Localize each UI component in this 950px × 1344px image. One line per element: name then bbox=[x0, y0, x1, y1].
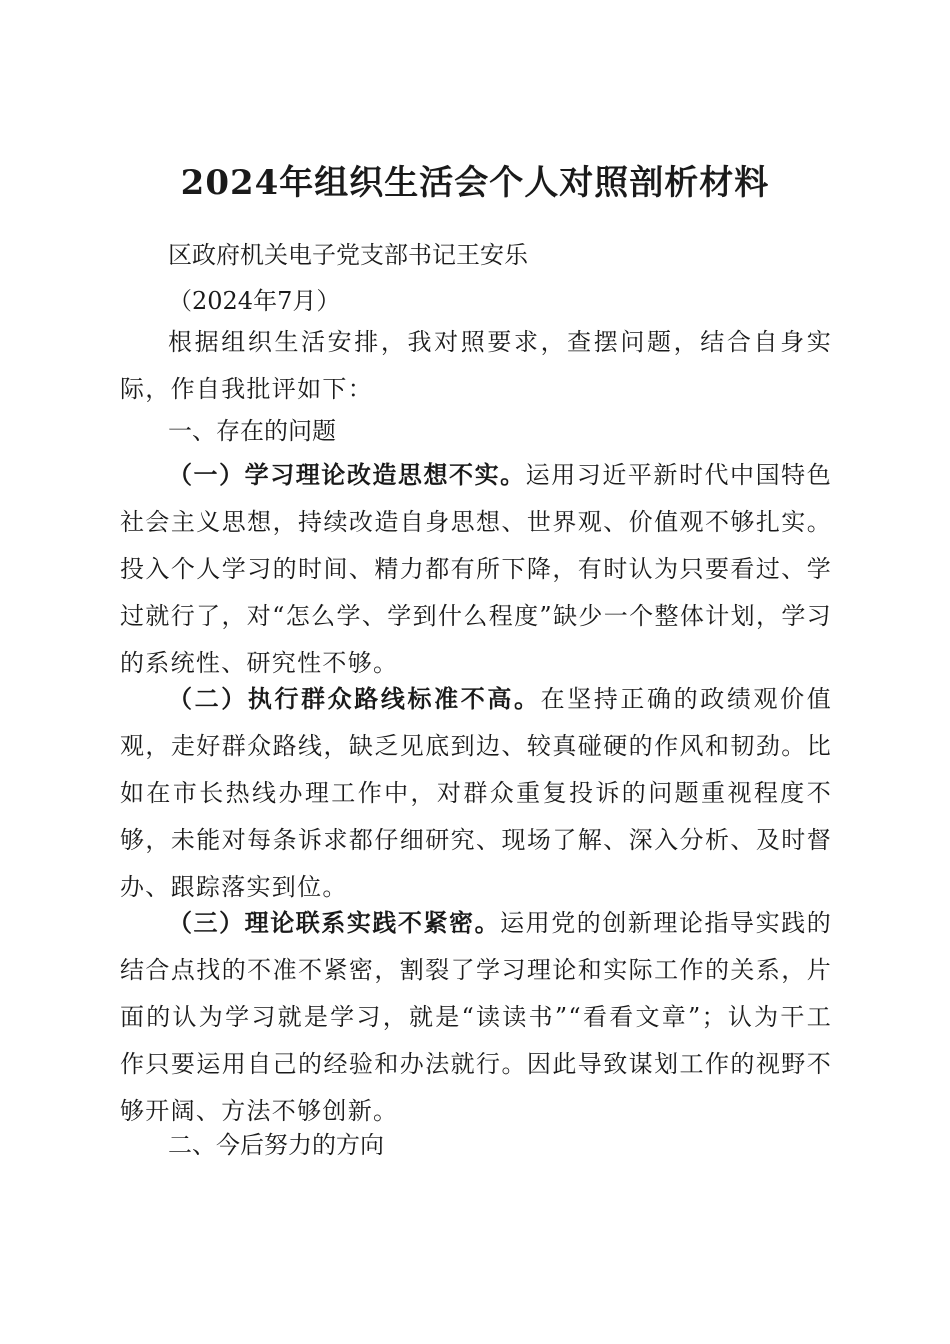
date-line: （2024年7月） bbox=[168, 287, 341, 315]
issue-paragraph-1 bbox=[120, 451, 832, 687]
intro-paragraph: 根据组织生活安排，我对照要求，查摆问题，结合自身实际，作自我批评如下： bbox=[120, 328, 832, 403]
author-line: 区政府机关电子党支部书记王安乐 bbox=[168, 241, 528, 269]
section-heading-direction: 二、今后努力的方向 bbox=[168, 1131, 384, 1159]
issue-lead-1: （一）学习理论改造思想不实。 bbox=[168, 460, 526, 489]
issue-text-3: 运用党的创新理论指导实践的结合点找的不准不紧密，割裂了学习理论和实际工作的关系，片面的认为学习就是学习，就是“读读书”“看看文章”；认为干工作只要运用自己的经验和办法就行。因此导致谋划工作的视野不够开阔、方法不够创新。 bbox=[120, 909, 832, 1125]
issue-paragraph-3 bbox=[120, 899, 832, 1135]
document-title: 2024年组织生活会个人对照剖析材料 bbox=[180, 162, 770, 203]
section-heading-problems: 一、存在的问题 bbox=[168, 417, 336, 445]
issue-text-2: 在坚持正确的政绩观价值观，走好群众路线，缺乏见底到边、较真碰硬的作风和韧劲。比如在市长热线办理工作中，对群众重复投诉的问题重视程度不够，未能对每条诉求都仔细研究、现场了解、深入分析、及时督办、跟踪落实到位。 bbox=[120, 685, 832, 901]
issue-lead-2: （二）执行群众路线标准不高。 bbox=[168, 684, 541, 713]
issue-lead-3: （三）理论联系实践不紧密。 bbox=[168, 908, 501, 937]
issue-paragraph-2 bbox=[120, 675, 832, 911]
issue-text-1: 运用习近平新时代中国特色社会主义思想，持续改造自身思想、世界观、价值观不够扎实。投入个人学习的时间、精力都有所下降，有时认为只要看过、学过就行了，对“怎么学、学到什么程度”缺少一个整体计划，学习的系统性、研究性不够。 bbox=[120, 461, 832, 677]
